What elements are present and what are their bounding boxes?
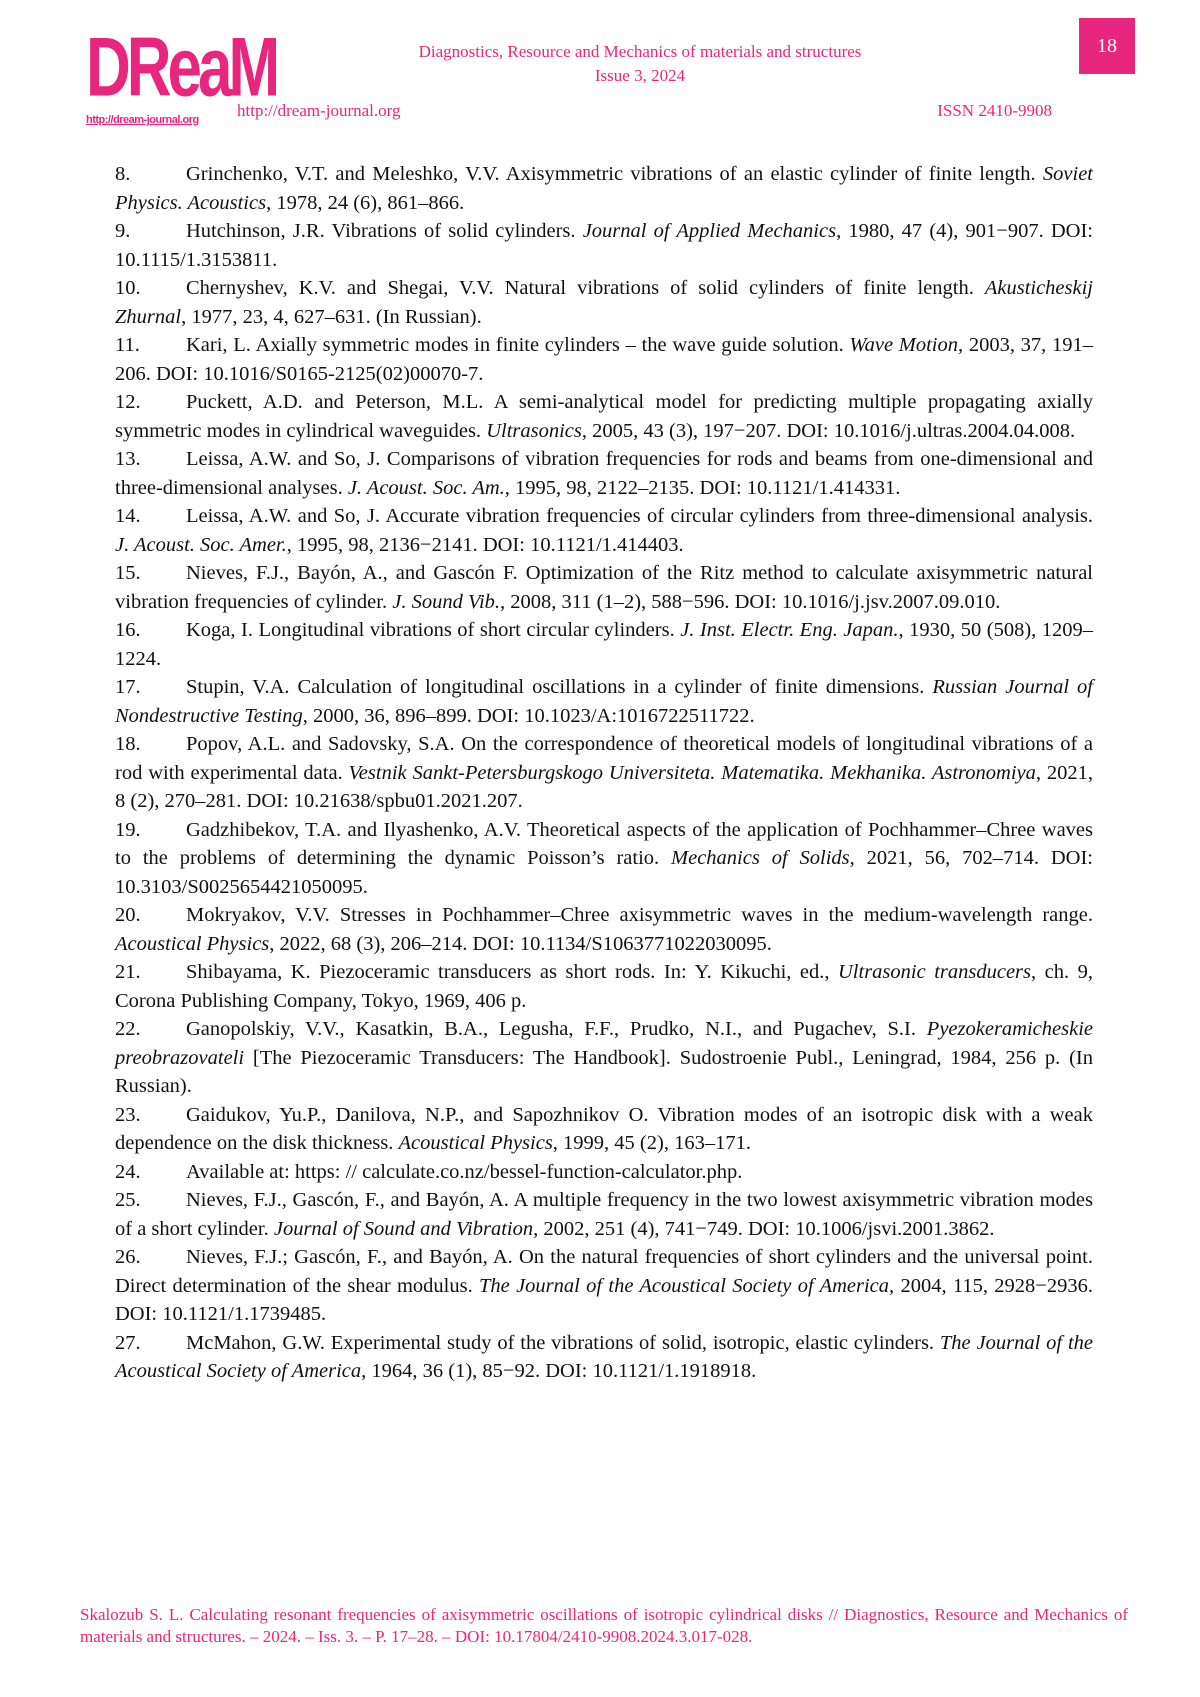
logo-wordmark: DReaM [86, 21, 277, 115]
reference-item [115, 1243, 1093, 1329]
journal-logo [86, 16, 277, 126]
reference-item [115, 1158, 1093, 1187]
reference-item [115, 616, 1093, 673]
reference-source: Akusticheskij Zhurnal [115, 277, 1093, 328]
reference-text: , 1995, 98, 2136−2141. DOI: 10.1121/1.414403. [286, 533, 684, 556]
reference-text: , 1978, 24 (6), 861–866. [266, 191, 465, 214]
reference-text: , 2000, 36, 896–899. DOI: 10.1023/A:1016722511722. [302, 704, 755, 727]
reference-text: Chernyshev, K.V. and Shegai, V.V. Natural vibrations of solid cylinders of finite length. [186, 277, 985, 299]
reference-source: J. Sound Vib. [392, 590, 501, 613]
journal-issue: Issue 3, 2024 [594, 66, 686, 85]
reference-text: Mokryakov, V.V. Stresses in Pochhammer–Chree axisymmetric waves in the medium-wavelength range. [186, 904, 1093, 926]
reference-source: Ultrasonic transducers [838, 961, 1032, 983]
reference-text: Shibayama, K. Piezoceramic transducers as short rods. In: Y. Kikuchi, ed., [186, 961, 838, 983]
reference-text: Puckett, A.D. and Peterson, M.L. A semi-analytical model for predicting multiple propagating axially symmetric modes in cylindrical waveguides. [115, 391, 1093, 442]
reference-source: Russian Journal of Nondestructive Testing [115, 676, 1093, 727]
reference-source: The Journal of the Acoustical Society of America [115, 1331, 1093, 1382]
reference-number: 8. [115, 163, 131, 185]
reference-text: McMahon, G.W. Experimental study of the vibrations of solid, isotropic, elastic cylinders. [186, 1331, 940, 1354]
reference-text: , 2021, 56, 702–714. DOI: 10.3103/S0025654421050095. [115, 847, 1093, 898]
reference-text: Koga, I. Longitudinal vibrations of short circular cylinders. [186, 619, 681, 641]
reference-text: , 2003, 37, 191–206. DOI: 10.1016/S0165-2125(02)00070-7. [115, 334, 1093, 385]
reference-number: 14. [115, 505, 141, 527]
reference-text: , 2005, 43 (3), 197−207. DOI: 10.1016/j.ultras.2004.04.008. [581, 419, 1076, 442]
journal-title: Diagnostics, Resource and Mechanics of materials and structures [418, 42, 862, 61]
reference-text: , 2004, 115, 2928−2936. DOI: 10.1121/1.1739485. [115, 1274, 1093, 1325]
reference-number: 19. [115, 818, 141, 841]
reference-text: Ganopolskiy, V.V., Kasatkin, B.A., Legusha, F.F., Prudko, N.I., and Pugachev, S.I. [186, 1018, 927, 1040]
reference-text: , 2021, 8 (2), 270–281. DOI: 10.21638/spbu01.2021.207. [115, 761, 1093, 812]
reference-item [115, 559, 1093, 616]
reference-number: 22. [115, 1018, 141, 1040]
reference-number: 27. [115, 1331, 141, 1354]
reference-source: J. Acoust. Soc. Am. [347, 476, 505, 499]
reference-number: 21. [115, 961, 141, 983]
reference-text: , 1995, 98, 2122–2135. DOI: 10.1121/1.414331. [504, 476, 901, 499]
reference-item [115, 160, 1093, 217]
reference-number: 25. [115, 1189, 141, 1211]
reference-number: 15. [115, 562, 141, 584]
reference-text: Kari, L. Axially symmetric modes in finite cylinders – the wave guide solution. [186, 334, 850, 356]
page-number: 18 [1079, 18, 1135, 74]
reference-number: 18. [115, 733, 141, 755]
reference-text: , 1999, 45 (2), 163–171. [552, 1132, 751, 1154]
reference-item [115, 388, 1093, 445]
reference-item [115, 816, 1093, 902]
reference-number: 23. [115, 1103, 141, 1126]
journal-header [330, 40, 950, 88]
reference-number: 24. [115, 1160, 141, 1183]
reference-text: , 1980, 47 (4), 901−907. DOI: 10.1115/1.3153811. [115, 220, 1093, 271]
reference-number: 12. [115, 391, 141, 413]
reference-text: , 2002, 251 (4), 741−749. DOI: 10.1006/jsvi.2001.3862. [533, 1217, 995, 1240]
reference-item [115, 1186, 1093, 1243]
reference-item [115, 958, 1093, 1015]
reference-text: Popov, A.L. and Sadovsky, S.A. On the correspondence of theoretical models of longitudinal vibrations of a rod with experimental data. [115, 733, 1093, 784]
reference-source: Journal of Applied Mechanics [582, 220, 837, 242]
reference-item [115, 1101, 1093, 1158]
reference-text: Leissa, A.W. and So, J. Accurate vibration frequencies of circular cylinders from three-dimensional analysis. [186, 505, 1093, 527]
reference-text: , 1964, 36 (1), 85−92. DOI: 10.1121/1.1918918. [361, 1360, 757, 1382]
reference-source: J. Inst. Electr. Eng. Japan. [680, 619, 899, 641]
reference-source: Mechanics of Solids [671, 847, 850, 869]
reference-number: 20. [115, 904, 141, 926]
reference-text: , 1977, 23, 4, 627–631. (In Russian). [181, 305, 482, 328]
reference-source: Pyezokeramicheskie preobrazovateli [115, 1018, 1093, 1069]
reference-source: The Journal of the Acoustical Society of America [479, 1274, 890, 1297]
reference-number: 26. [115, 1246, 141, 1268]
reference-text: Nieves, F.J.; Gascón, F., and Bayón, A. On the natural frequencies of short cylinders and the universal point. Direct determination of the shear modulus. [115, 1246, 1093, 1297]
reference-source: Wave Motion [849, 334, 958, 356]
reference-text: , 1930, 50 (508), 1209–1224. [115, 619, 1094, 670]
reference-item [115, 1015, 1093, 1101]
reference-source: Vestnik Sankt-Petersburgskogo Universiteta. Matematika. Mekhanika. Astronomiya [348, 761, 1036, 784]
reference-text: , ch. 9, Corona Publishing Company, Tokyo, 1969, 406 p. [115, 961, 1093, 1012]
reference-text: Gadzhibekov, T.A. and Ilyashenko, A.V. Theoretical aspects of the application of Pochhammer–Chree waves to the problems of determining the dynamic Poisson’s ratio. [115, 818, 1093, 869]
journal-website-link[interactable]: http://dream-journal.org [237, 101, 401, 120]
reference-number: 17. [115, 676, 141, 698]
reference-item [115, 730, 1093, 816]
reference-number: 9. [115, 220, 131, 242]
reference-number: 11. [115, 334, 140, 356]
reference-text: Hutchinson, J.R. Vibrations of solid cylinders. [186, 220, 583, 242]
reference-text: Leissa, A.W. and So, J. Comparisons of vibration frequencies for rods and beams from one-dimensional and three-dimensional analyses. [115, 448, 1093, 499]
reference-source: Journal of Sound and Vibration [273, 1217, 534, 1240]
reference-text: Gaidukov, Yu.P., Danilova, N.P., and Sapozhnikov O. Vibration modes of an isotropic disk with a weak dependence on the disk thickness. [115, 1103, 1093, 1154]
reference-item [115, 331, 1093, 388]
reference-text: , 2022, 68 (3), 206–214. DOI: 10.1134/S1063771022030095. [269, 932, 772, 955]
reference-item [115, 673, 1093, 730]
logo-url: http://dream-journal.org [86, 114, 199, 126]
reference-source: J. Acoust. Soc. Amer. [115, 533, 287, 556]
reference-number: 16. [115, 619, 141, 641]
reference-number: 10. [115, 277, 141, 299]
reference-text: [The Piezoceramic Transducers: The Handbook]. Sudostroenie Publ., Leningrad, 1984, 256 p. (In Russian). [115, 1046, 1093, 1097]
reference-source: Acoustical Physics [398, 1132, 553, 1154]
reference-text: Nieves, F.J., Bayón, A., and Gascón F. Optimization of the Ritz method to calculate axisymmetric natural vibration frequencies of cylinder. [115, 562, 1093, 613]
reference-source: Ultrasonics [486, 419, 582, 442]
reference-item [115, 901, 1093, 958]
reference-item [115, 1329, 1093, 1386]
reference-text: Nieves, F.J., Gascón, F., and Bayón, A. A multiple frequency in the two lowest axisymmetric vibration modes of a short cylinder. [115, 1189, 1093, 1240]
reference-item [115, 502, 1093, 559]
issn: ISSN 2410-9908 [937, 101, 1052, 120]
reference-source: Acoustical Physics [115, 932, 270, 955]
reference-text: , 2008, 311 (1–2), 588−596. DOI: 10.1016/j.jsv.2007.09.010. [500, 590, 1001, 613]
reference-text: Available at: https: // calculate.co.nz/bessel-function-calculator.php. [186, 1160, 743, 1183]
reference-item [115, 217, 1093, 274]
reference-source: Soviet Physics. Acoustics [115, 163, 1093, 214]
reference-text: Stupin, V.A. Calculation of longitudinal oscillations in a cylinder of finite dimensions. [186, 676, 933, 698]
reference-list [115, 160, 1093, 1386]
reference-item [115, 445, 1093, 502]
reference-item [115, 274, 1093, 331]
reference-text: Grinchenko, V.T. and Meleshko, V.V. Axisymmetric vibrations of an elastic cylinder of finite length. [186, 163, 1043, 185]
footer-citation: Skalozub S. L. Calculating resonant frequencies of axisymmetric oscillations of isotropic cylindrical disks // Diagnostics, Resource and Mechanics of materials and structures. – 2024. – Iss. 3. – P. 17–28. – DOI: 10.17804/2410-9908.2024.3.017-028. [80, 1605, 1128, 1646]
reference-number: 13. [115, 448, 141, 470]
